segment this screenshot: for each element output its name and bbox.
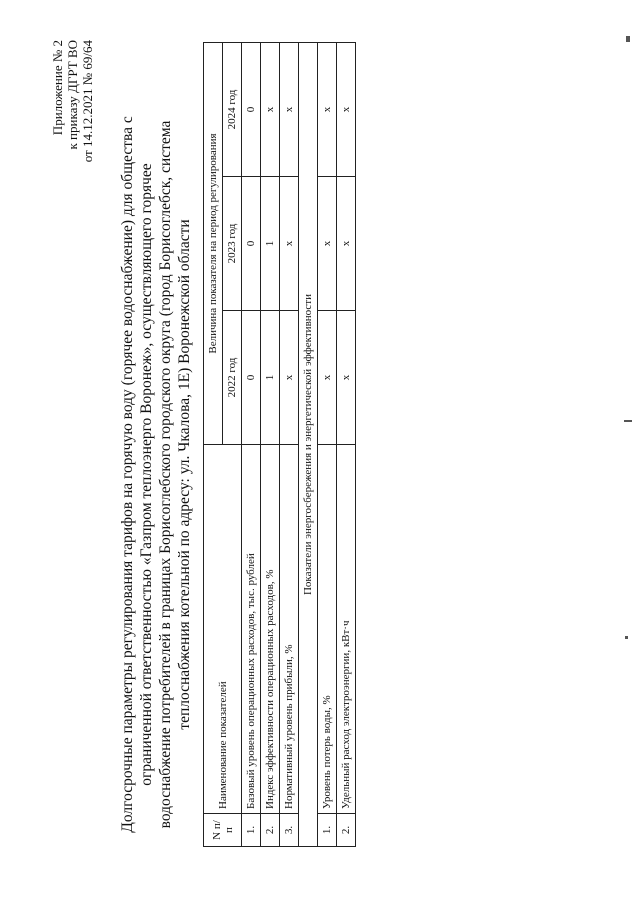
- header-number: N п/п: [204, 814, 242, 847]
- table-row: [261, 43, 280, 847]
- row-value: 1: [261, 311, 280, 445]
- table-row: [318, 43, 337, 847]
- row-value: 0: [242, 43, 261, 177]
- scan-mark: [625, 636, 628, 639]
- section-title: Показатели энергосбережения и энергетической эффективности: [299, 43, 318, 847]
- row-number: 2.: [337, 814, 356, 847]
- row-name: Базовый уровень операционных расходов, тыс. рублей: [242, 445, 261, 814]
- row-value: х: [261, 43, 280, 177]
- document-page: [38, 22, 598, 867]
- row-name: Индекс эффективности операционных расходов, %: [261, 445, 280, 814]
- section-row: [299, 43, 318, 847]
- row-value: 0: [242, 311, 261, 445]
- row-value: х: [337, 311, 356, 445]
- row-number: 2.: [261, 814, 280, 847]
- table-row: [242, 43, 261, 847]
- row-value: х: [318, 177, 337, 311]
- header-name: Наименование показателей: [204, 445, 242, 814]
- row-number: 1.: [242, 814, 261, 847]
- row-name: Нормативный уровень прибыли, %: [280, 445, 299, 814]
- scan-mark: [626, 36, 630, 42]
- row-value: х: [280, 43, 299, 177]
- row-value: х: [337, 177, 356, 311]
- row-value: х: [318, 43, 337, 177]
- table-header-row: [204, 43, 223, 847]
- header-year-2024: 2024 год: [223, 43, 242, 177]
- document-title: Долгосрочные параметры регулирования тарифов на горячую воду (горячее водоснабжение) для общества с ограниченной ответственностью «Газпром теплоэнерго Воронеж», осуществляющего горячее водоснабжение потребителей в границах Борисоглебского городского округа (город Борисоглебск, система теплоснабжения котельной по адресу: ул. Чкалова, 1Е) Воронежской области: [119, 116, 193, 833]
- header-year-2022: 2022 год: [223, 311, 242, 445]
- row-value: х: [337, 43, 356, 177]
- parameters-table: [203, 42, 356, 847]
- row-name: Уровень потерь воды, %: [318, 445, 337, 814]
- order-date: от 14.12.2021 № 69/64: [80, 40, 95, 163]
- row-value: х: [318, 311, 337, 445]
- order-reference: к приказу ДГРТ ВО: [65, 40, 80, 150]
- header-year-2023: 2023 год: [223, 177, 242, 311]
- scan-mark: [624, 420, 632, 422]
- row-value: 0: [242, 177, 261, 311]
- row-value: х: [280, 177, 299, 311]
- row-value: х: [280, 311, 299, 445]
- table-row: [337, 43, 356, 847]
- row-name: Удельный расход электроэнергии, кВт·ч: [337, 445, 356, 814]
- header-period-group: Величина показателя на период регулирования: [204, 43, 223, 445]
- row-number: 3.: [280, 814, 299, 847]
- table-row: [280, 43, 299, 847]
- row-value: 1: [261, 177, 280, 311]
- appendix-header: [50, 40, 95, 162]
- row-number: 1.: [318, 814, 337, 847]
- appendix-number: Приложение № 2: [50, 40, 65, 136]
